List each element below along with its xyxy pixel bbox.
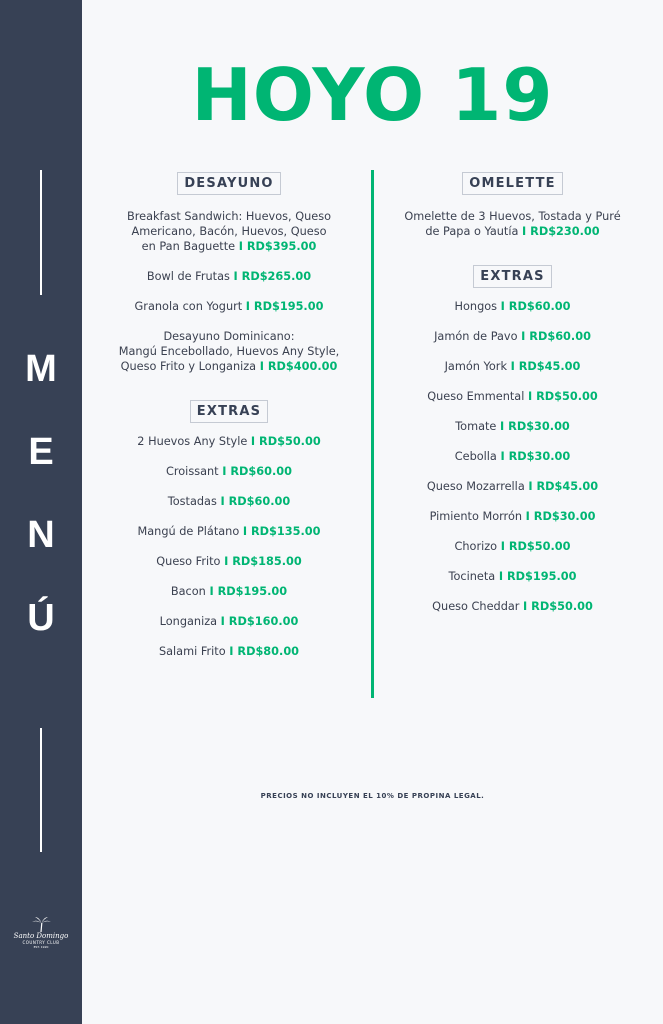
section-heading-omelette: OMELETTE — [462, 172, 563, 195]
item-name: Tomate — [455, 420, 497, 433]
item-name: Tostadas — [167, 495, 217, 508]
menu-item — [390, 299, 635, 314]
menu-item — [105, 269, 353, 284]
item-description: de Papa o Yautía — [425, 225, 519, 238]
item-description: Breakfast Sandwich: Huevos, Queso — [126, 210, 331, 223]
club-logo — [8, 916, 74, 949]
footer-note: PRECIOS NO INCLUYEN EL 10% DE PROPINA LEGAL. — [260, 792, 485, 800]
item-name: Hongos — [454, 300, 498, 313]
item-price: I RD$30.00 — [499, 420, 570, 433]
item-price: I RD$195.00 — [498, 570, 577, 583]
item-price: I RD$230.00 — [521, 225, 600, 238]
menu-item — [390, 209, 635, 239]
item-price: I RD$265.00 — [233, 270, 312, 283]
menu-item — [390, 479, 635, 494]
menu-item — [390, 449, 635, 464]
item-price: I RD$60.00 — [222, 465, 293, 478]
item-name: Chorizo — [454, 540, 498, 553]
item-price: I RD$30.00 — [525, 510, 596, 523]
section-heading-extras: EXTRAS — [190, 400, 268, 423]
menu-item — [105, 584, 353, 599]
item-name: 2 Huevos Any Style — [137, 435, 248, 448]
item-name: Tocineta — [448, 570, 496, 583]
section-heading-desayuno: DESAYUNO — [177, 172, 280, 195]
menu-item — [105, 614, 353, 629]
item-name: Longaniza — [159, 615, 218, 628]
item-name: Jamón de Pavo — [434, 330, 518, 343]
item-name: Bowl de Frutas — [146, 270, 230, 283]
extras-left-section — [105, 400, 353, 423]
item-price: I RD$80.00 — [229, 645, 300, 658]
menu-item — [390, 419, 635, 434]
item-name: Pimiento Morrón — [429, 510, 523, 523]
logo-subtitle: COUNTRY CLUB — [22, 940, 60, 945]
menu-item — [105, 494, 353, 509]
menu-vertical-title — [0, 350, 82, 682]
item-description: en Pan Baguette — [141, 240, 236, 253]
column-divider — [371, 170, 374, 698]
logo-script-text: Santo Domingo — [13, 932, 69, 940]
item-price: I RD$135.00 — [242, 525, 321, 538]
item-description: Mangú Encebollado, Huevos Any Style, — [118, 345, 340, 358]
sidebar — [0, 0, 82, 1024]
menu-item — [105, 524, 353, 539]
item-price: I RD$60.00 — [500, 300, 571, 313]
item-name: Granola con Yogurt — [134, 300, 243, 313]
extras-right-section — [390, 265, 635, 288]
item-price: I RD$60.00 — [521, 330, 591, 343]
item-name: Queso Mozarrella — [426, 480, 525, 493]
menu-letter: N — [27, 514, 55, 556]
item-price: I RD$45.00 — [528, 480, 599, 493]
menu-item — [390, 509, 635, 524]
item-name: Cebolla — [454, 450, 497, 463]
menu-item — [105, 329, 353, 374]
item-price: I RD$45.00 — [510, 360, 581, 373]
menu-item — [390, 599, 635, 614]
menu-item — [390, 539, 635, 554]
item-name: Salami Frito — [158, 645, 226, 658]
menu-item — [390, 389, 635, 404]
menu-item — [105, 299, 353, 314]
omelette-section — [390, 172, 635, 195]
section-heading-extras: EXTRAS — [473, 265, 551, 288]
item-name: Bacon — [170, 585, 206, 598]
sidebar-divider-top — [40, 170, 42, 295]
menu-item — [105, 209, 353, 254]
item-price: I RD$395.00 — [238, 240, 317, 253]
item-name: Croissant — [165, 465, 219, 478]
menu-item — [105, 434, 353, 449]
item-price: I RD$30.00 — [500, 450, 571, 463]
item-name: Jamón York — [444, 360, 507, 373]
item-description: Americano, Bacón, Huevos, Queso — [131, 225, 327, 238]
item-price: I RD$400.00 — [259, 360, 338, 373]
item-name: Queso Cheddar — [432, 600, 520, 613]
palm-tree-icon — [30, 916, 52, 932]
menu-letter: E — [28, 431, 54, 473]
page-title: HOYO 19 — [191, 53, 554, 137]
menu-item — [390, 569, 635, 584]
desayuno-section — [105, 172, 353, 195]
item-description: Queso Frito y Longaniza — [120, 360, 257, 373]
item-price: I RD$60.00 — [220, 495, 291, 508]
menu-item — [390, 329, 635, 344]
logo-established: EST. 1920 — [33, 945, 49, 949]
item-price: I RD$50.00 — [523, 600, 593, 613]
menu-letter: Ú — [27, 597, 55, 639]
item-name: Mangú de Plátano — [137, 525, 240, 538]
menu-letter: M — [25, 348, 57, 390]
menu-item — [105, 464, 353, 479]
menu-item — [390, 359, 635, 374]
item-price: I RD$160.00 — [220, 615, 299, 628]
item-name: Queso Frito — [156, 555, 221, 568]
item-price: I RD$195.00 — [209, 585, 288, 598]
item-price: I RD$50.00 — [500, 540, 571, 553]
item-price: I RD$195.00 — [245, 300, 324, 313]
item-description: Desayuno Dominicano: — [163, 330, 295, 343]
item-price: I RD$185.00 — [224, 555, 302, 568]
item-description: Omelette de 3 Huevos, Tostada y Puré — [404, 210, 621, 223]
item-price: I RD$50.00 — [250, 435, 321, 448]
item-price: I RD$50.00 — [527, 390, 598, 403]
menu-item — [105, 644, 353, 659]
item-name: Queso Emmental — [427, 390, 525, 403]
sidebar-divider-bottom — [40, 728, 42, 852]
menu-item — [105, 554, 353, 569]
